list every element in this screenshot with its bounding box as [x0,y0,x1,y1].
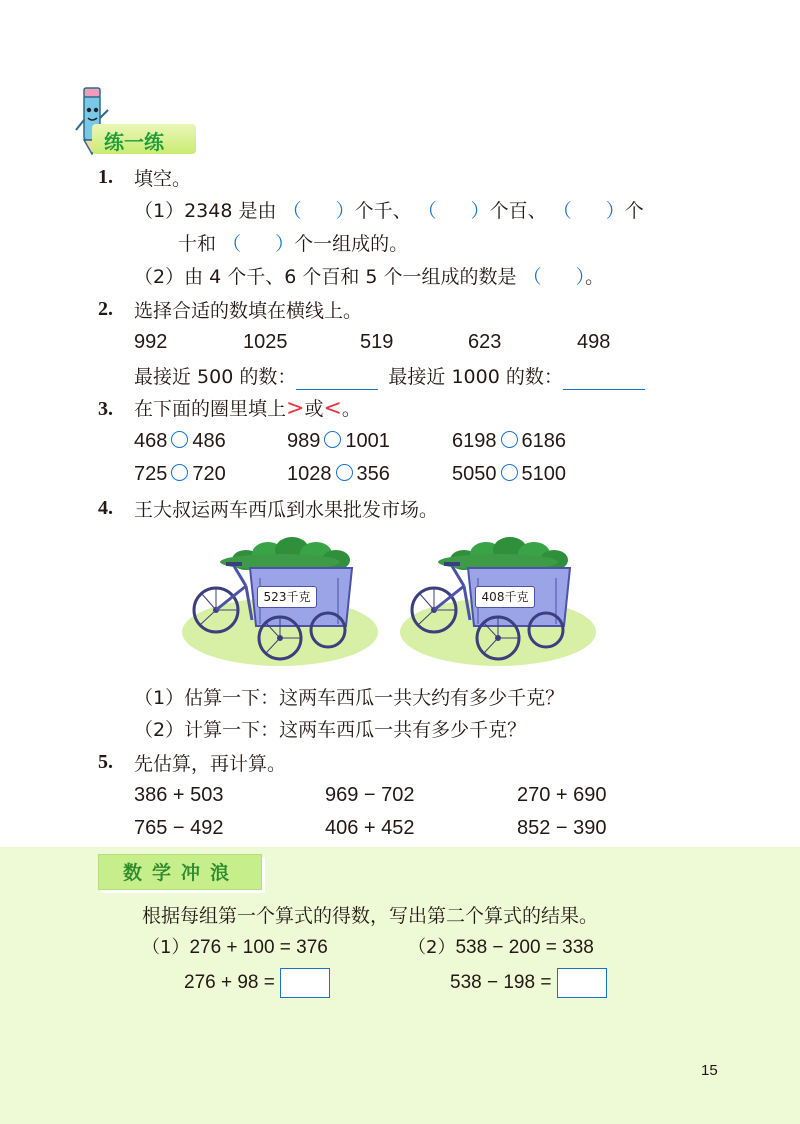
wave-part2-eq2 [450,968,607,998]
part-label: （2） [134,266,185,288]
answer-box[interactable] [557,968,607,998]
question-title [134,396,361,422]
expression: 969 − 702 [325,784,415,806]
wave-part2-eq1 [408,933,594,959]
watermelon-cart-1 [180,528,380,668]
question-number: 2. [98,298,113,320]
answer-box[interactable] [280,968,330,998]
section-title: 练一练 [104,130,164,154]
answer-blank[interactable]: （ ） [282,200,355,222]
less-than-sign: < [323,396,342,421]
question-title: 填空。 [134,168,192,190]
text: 最接近 1000 的数： [388,366,563,388]
q2-fill-line [134,364,645,390]
text: 个一组成的。 [294,233,409,255]
page-number: 15 [701,1062,718,1079]
text: 。 [341,398,361,420]
cart-weight-label: 408千克 [475,586,535,608]
compare-item: 989 1001 [287,430,390,452]
expression: 765 − 492 [134,817,224,839]
compare-item: 6198 6186 [452,430,566,452]
compare-item: 468 486 [134,430,226,452]
question-number: 4. [98,497,113,519]
cart-weight-label: 523千克 [257,586,317,608]
answer-blank[interactable]: （ ） [522,266,586,288]
expression: 406 + 452 [325,817,415,839]
wave-part1-eq1 [142,933,328,959]
wave-part1-eq2 [184,968,330,998]
expression: 270 + 690 [517,784,607,806]
number-option: 519 [360,331,394,353]
part-label: （2） [408,937,456,958]
text: 个千、 [354,200,412,222]
question-title: 先估算，再计算。 [134,753,287,775]
part-label: （1） [142,937,190,958]
math-wave-title: 数学冲浪 [123,862,240,884]
text: 。 [585,266,605,288]
question-title: 王大叔运两车西瓜到水果批发市场。 [134,499,439,521]
text: 在下面的圈里填上 [134,398,287,420]
compare-circle[interactable] [501,464,518,481]
answer-blank[interactable]: （ ） [552,200,625,222]
answer-blank[interactable]: （ ） [222,233,295,255]
number-option: 992 [134,331,168,353]
equation: 538 − 198 = [450,972,552,994]
text: 个百、 [489,200,547,222]
q1-part2 [134,264,604,290]
answer-line[interactable] [296,369,378,390]
compare-circle[interactable] [324,431,341,448]
compare-circle[interactable] [501,431,518,448]
q1-part1-line1 [134,198,644,224]
compare-circle[interactable] [171,431,188,448]
number-option: 623 [468,331,502,353]
text: 十和 [178,233,217,255]
equation: 538 − 200 = 338 [455,937,594,958]
compare-circle[interactable] [171,464,188,481]
compare-item: 5050 5100 [452,463,566,485]
text: 最接近 500 的数： [134,366,297,388]
question-number: 5. [98,751,113,773]
text: 个 [624,200,644,222]
q4-sub1: （1）估算一下：这两车西瓜一共大约有多少千克？ [134,687,565,709]
question-title: 选择合适的数填在横线上。 [134,300,363,322]
answer-line[interactable] [563,369,645,390]
equation: 276 + 98 = [184,972,275,994]
compare-item: 725 720 [134,463,226,485]
answer-blank[interactable]: （ ） [417,200,490,222]
text: 或 [304,398,324,420]
text: 由 4 个千、6 个百和 5 个一组成的数是 [184,266,517,288]
q4-sub2: （2）计算一下：这两车西瓜一共有多少千克？ [134,719,527,741]
question-number: 3. [98,398,113,420]
number-option: 498 [577,331,611,353]
watermelon-cart-2 [398,528,598,668]
math-wave-tag [98,854,262,890]
equation: 276 + 100 = 376 [189,937,328,958]
expression: 386 + 503 [134,784,224,806]
greater-than-sign: > [286,396,305,421]
question-number: 1. [98,166,113,188]
section-title-bar [92,124,196,154]
part-label: （1） [134,200,185,222]
q1-part1-line2 [178,231,408,257]
compare-circle[interactable] [336,464,353,481]
wave-instruction: 根据每组第一个算式的得数，写出第二个算式的结果。 [142,905,599,927]
text: 2348 是由 [184,200,277,222]
number-option: 1025 [243,331,288,353]
expression: 852 − 390 [517,817,607,839]
compare-item: 1028 356 [287,463,390,485]
